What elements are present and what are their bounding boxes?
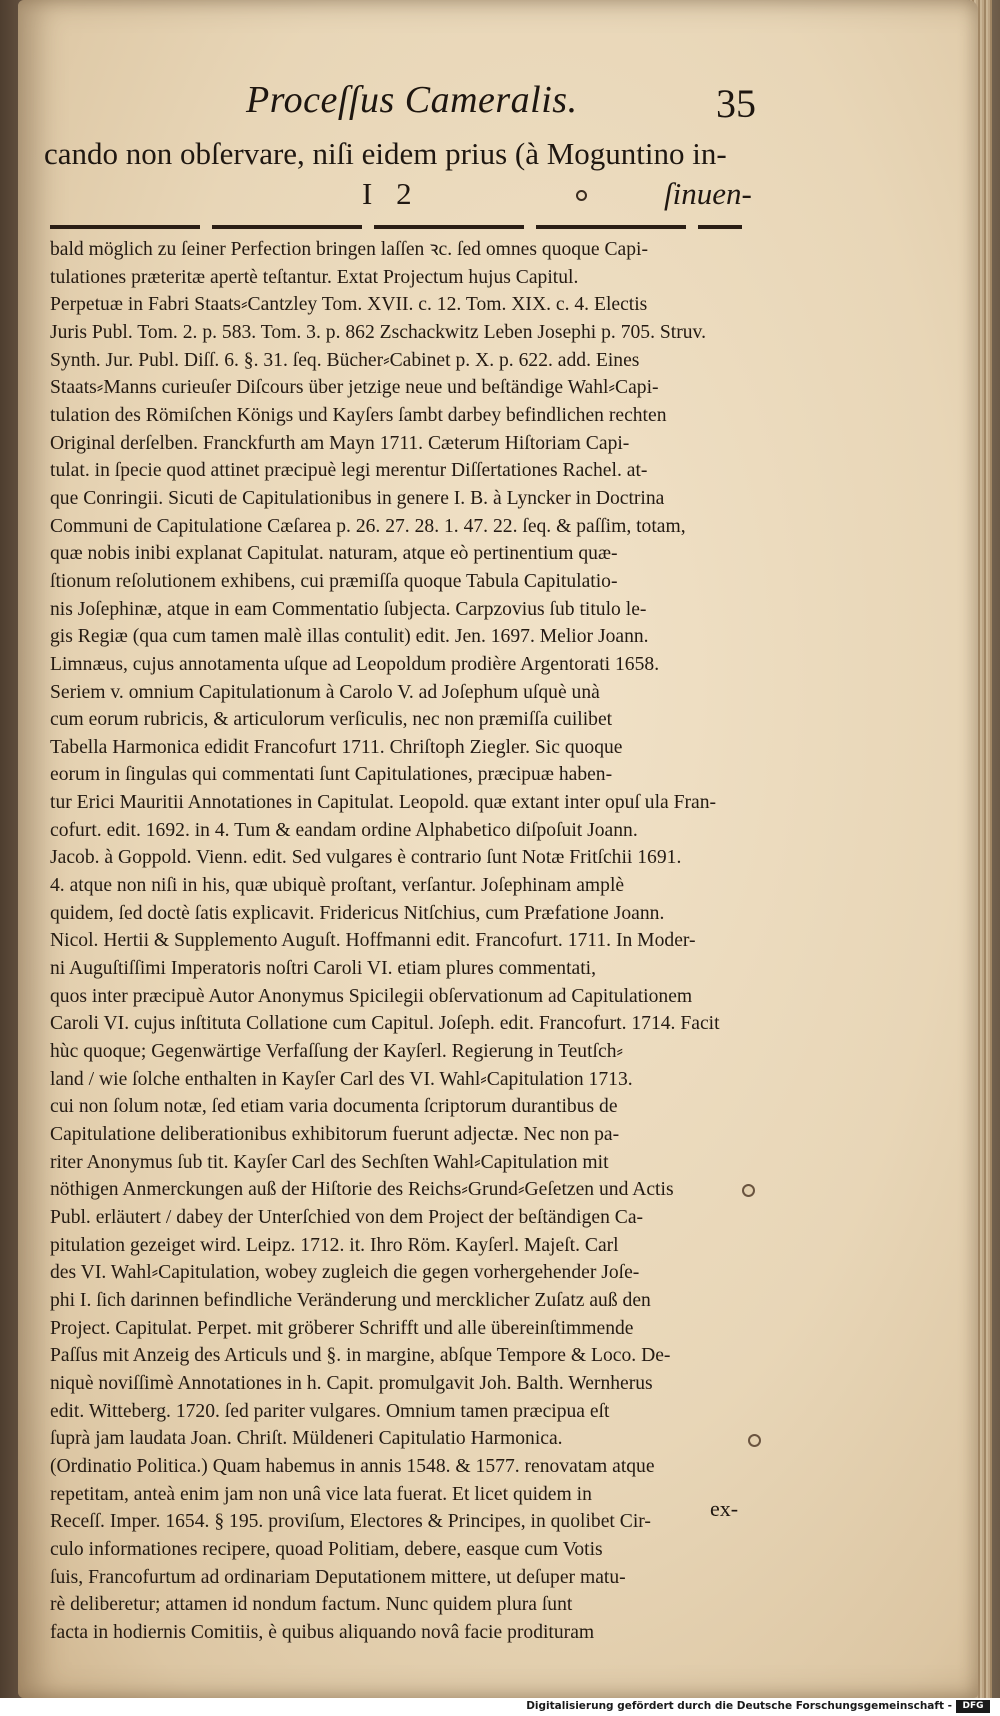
text-line: riter Anonymus ſub tit. Kayſer Carl des Sechſten Wahl⸗Capitulation mit — [50, 1151, 609, 1173]
text-line: Synth. Jur. Publ. Diſſ. 6. §. 31. ſeq. Bücher⸗Cabinet p. X. p. 622. add. Eines — [50, 349, 640, 371]
separator-rule — [50, 225, 742, 229]
text-line: rè deliberetur; attamen id nondum factum. Nunc quidem plura ſunt — [50, 1594, 573, 1616]
text-line: nis Joſephinæ, atque in eam Commentatio ſubjecta. Carpzovius ſub titulo le- — [50, 598, 647, 620]
printers-dot — [576, 190, 587, 201]
footnote-text — [50, 236, 750, 1646]
text-line: ſuprà jam laudata Joan. Chriſt. Müldeneri Capitulatio Harmonica. — [50, 1428, 563, 1450]
text-line: ni Auguſtiſſimi Imperatoris noſtri Caroli VI. etiam plures commentati, — [50, 958, 596, 980]
text-line: land / wie ſolche enthalten in Kayſer Carl des VI. Wahl⸗Capitulation 1713. — [50, 1068, 633, 1090]
text-line: Limnæus, cujus annotamenta uſque ad Leopoldum prodière Argentorati 1658. — [50, 653, 660, 675]
text-line: phi I. ſich darinnen befindliche Veränderung und mercklicher Zuſatz auß den — [50, 1289, 651, 1311]
catchword-bottom: ex- — [710, 1496, 739, 1521]
text-line: ſtionum reſolutionem exhibens, cui præmiſſa quoque Tabula Capitulatio- — [50, 570, 618, 592]
text-line: tur Erici Mauritii Annotationes in Capitulat. Leopold. quæ extant inter opuſ ula Fran- — [50, 792, 717, 814]
footer-strip — [0, 1698, 1000, 1716]
dfg-logo-icon: DFG — [956, 1700, 990, 1713]
footer-credit: Digitalisierung gefördert durch die Deutsche Forschungsgemeinschaft - — [526, 1700, 952, 1712]
text-line: quæ nobis inibi explanat Capitulat. naturam, atque eò pertinentium quæ- — [50, 543, 618, 565]
text-line: Project. Capitulat. Perpet. mit gröberer Schrifft und alle übereinſtimmende — [50, 1317, 634, 1339]
text-line: quos inter præcipuè Autor Anonymus Spicilegii obſervationum ad Capitulationem — [50, 985, 693, 1007]
top-text — [44, 134, 764, 174]
text-line: Jacob. à Goppold. Vienn. edit. Sed vulgares è contrario ſunt Notæ Fritſchii 1691. — [50, 847, 682, 869]
text-line: Original derſelben. Franckfurth am Mayn 1711. Cæterum Hiſtoriam Capi- — [50, 432, 630, 454]
text-line: hùc quoque; Gegenwärtige Verfaſſung der Kayſerl. Regierung in Teutſch⸗ — [50, 1041, 624, 1063]
text-line: tulat. in ſpecie quod attinet præcipuè legi merentur Diſſertationes Rachel. at- — [50, 460, 648, 482]
signature-mark: I 2 — [362, 176, 420, 211]
text-line: culo informationes recipere, quoad Politiam, debere, easque cum Votis — [50, 1538, 603, 1560]
text-line: Receſſ. Imper. 1654. § 195. proviſum, Electores & Principes, in quolibet Cir- — [50, 1511, 651, 1533]
text-line: (Ordinatio Politica.) Quam habemus in annis 1548. & 1577. renovatam atque — [50, 1455, 655, 1477]
text-line: cum eorum rubricis, & articulorum verſiculis, nec non præmiſſa cuilibet — [50, 709, 613, 731]
text-line: tulationes præteritæ apertè teſtantur. Extat Projectum hujus Capitul. — [50, 266, 579, 288]
text-line: des VI. Wahl⸗Capitulation, wobey zugleich die gegen vorhergehender Joſe- — [50, 1262, 640, 1284]
text-line: gis Regiæ (qua cum tamen malè illas contulit) edit. Jen. 1697. Melior Joann. — [50, 626, 649, 648]
text-line: Juris Publ. Tom. 2. p. 583. Tom. 3. p. 862 Zschackwitz Leben Josephi p. 705. Struv. — [50, 321, 706, 343]
text-line: Staats⸗Manns curieuſer Diſcours über jetzige neue und beſtändige Wahl⸗Capi- — [50, 377, 659, 399]
text-line: ſuis, Francofurtum ad ordinariam Deputationem mittere, ut deſuper matu- — [50, 1566, 626, 1588]
text-line: que Conringii. Sicuti de Capitulationibus in genere I. B. à Lyncker in Doctrina — [50, 487, 665, 509]
text-line: Tabella Harmonica edidit Francofurt 1711. Chriſtoph Ziegler. Sic quoque — [50, 736, 623, 758]
text-line: Publ. erläutert / dabey der Unterſchied von dem Project der beſtändigen Ca- — [50, 1206, 644, 1228]
top-line: cando non obſervare, niſi eidem prius (à Moguntino in- — [44, 136, 727, 171]
text-line: Communi de Capitulatione Cæſarea p. 26. 27. 28. 1. 47. 22. ſeq. & paſſim, totam, — [50, 515, 686, 537]
signature-row — [44, 176, 764, 216]
text-line: Paſſus mit Anzeig des Articuls und §. in margine, abſque Tempore & Loco. De- — [50, 1345, 671, 1367]
text-line: 4. atque non niſi in his, quæ ubiquè proſtant, verſantur. Joſephinam amplè — [50, 875, 625, 897]
running-head — [0, 78, 1000, 138]
text-line: tulation des Römiſchen Königs und Kayſers ſambt darbey befindlichen rechten — [50, 404, 667, 426]
text-line: niquè noviſſimè Annotationes in h. Capit. promulgavit Joh. Balth. Wernherus — [50, 1372, 653, 1394]
text-line: edit. Witteberg. 1720. ſed pariter vulgares. Omnium tamen præcipua eſt — [50, 1400, 610, 1422]
text-line: quidem, ſed doctè ſatis explicavit. Fridericus Nitſchius, cum Præfatione Joann. — [50, 902, 665, 924]
text-line: eorum in ſingulas qui commentati ſunt Capitulationes, præcipuæ haben- — [50, 764, 613, 786]
text-line: bald möglich zu ſeiner Perfection bringen laſſen ꝛc. ſed omnes quoque Capi- — [50, 239, 649, 260]
text-line: nöthigen Anmerckungen auß der Hiſtorie des Reichs⸗Grund⸗Geſetzen und Actis — [50, 1179, 674, 1201]
text-line: repetitam, anteà enim jam non unâ vice lata fuerat. Et licet quidem in — [50, 1483, 592, 1505]
text-line: Seriem v. omnium Capitulationum à Carolo V. ad Joſephum uſquè unà — [50, 681, 600, 703]
text-line: facta in hodiernis Comitiis, è quibus aliquando novâ facie prodituram — [50, 1621, 595, 1643]
text-line: Capitulatione deliberationibus exhibitorum fuerunt adjectæ. Nec non pa- — [50, 1124, 620, 1145]
page-number: 35 — [716, 81, 756, 126]
text-line: Caroli VI. cujus inſtituta Collatione cum Capitul. Joſeph. edit. Francofurt. 1714. Facit — [50, 1013, 720, 1035]
catchword-top: ſinuen- — [664, 176, 752, 211]
text-line: Perpetuæ in Fabri Staats⸗Cantzley Tom. XVII. c. 12. Tom. XIX. c. 4. Electis — [50, 294, 648, 316]
text-line: pitulation gezeiget wird. Leipz. 1712. it. Ihro Röm. Kayſerl. Majeſt. Carl — [50, 1234, 619, 1256]
page-hole — [748, 1434, 761, 1447]
text-line: cui non ſolum notæ, ſed etiam varia documenta ſcriptorum durantibus de — [50, 1096, 618, 1118]
running-title: Proceſſus Cameralis. — [246, 79, 578, 121]
page-hole — [742, 1184, 755, 1197]
text-line: Nicol. Hertii & Supplemento Auguſt. Hoffmanni edit. Francofurt. 1711. In Moder- — [50, 930, 696, 952]
text-line: cofurt. edit. 1692. in 4. Tum & eandam ordine Alphabetico diſpoſuit Joann. — [50, 819, 638, 841]
